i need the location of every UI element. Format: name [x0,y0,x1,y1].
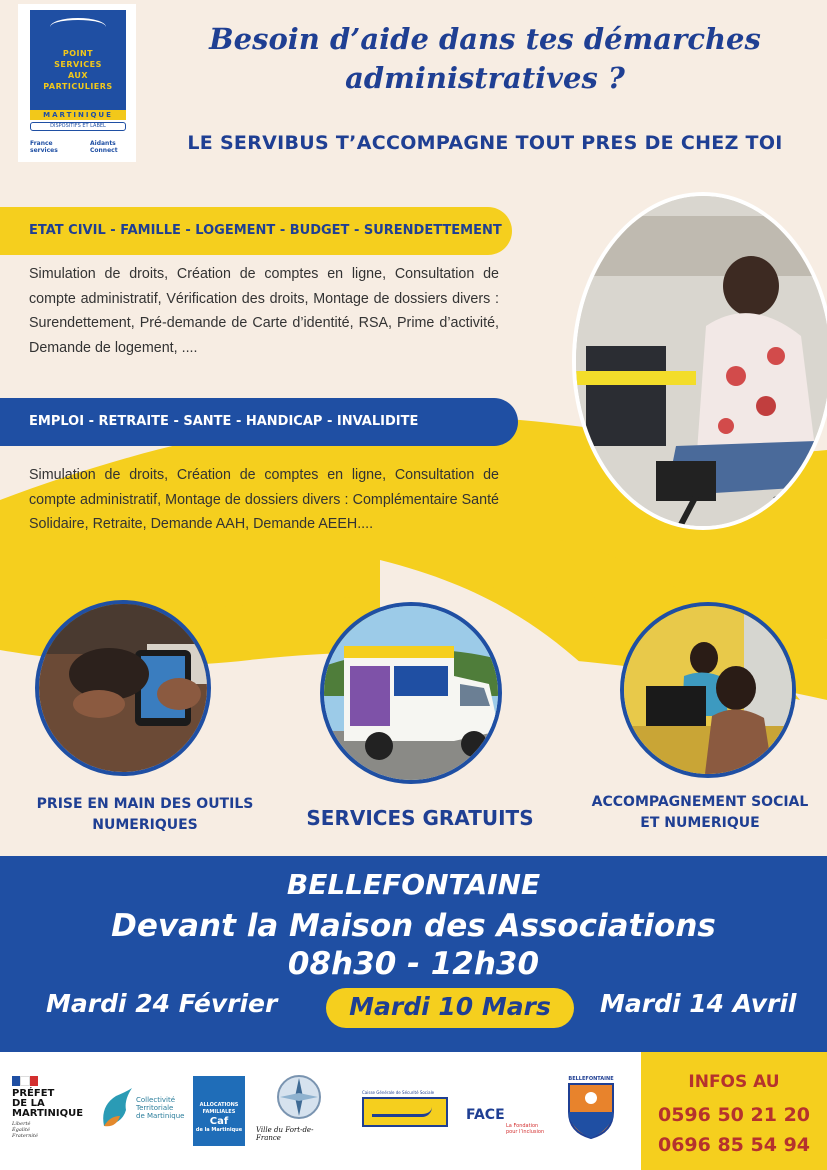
date-1: Mardi 24 Février [46,989,278,1018]
ctm-line: Collectivité [136,1096,176,1104]
coat-of-arms-icon [566,1082,616,1140]
location-hours: 08h30 - 12h30 [287,946,540,982]
location-place: Devant la Maison des Associations [111,908,716,944]
section1-label: ETAT CIVIL - FAMILLE - LOGEMENT - BUDGET - SURENDETTEMENT [0,207,512,255]
motto-line: Liberté [12,1121,31,1127]
logo-arc-icon [50,18,106,36]
psp-logo-box [30,10,126,110]
mini-logos [30,136,134,158]
infos-contact [641,1052,827,1170]
motto-line: Égalité [12,1127,30,1133]
flag-icon [12,1076,38,1086]
logo-line: SERVICES [54,60,102,69]
compass-icon [276,1074,322,1120]
logo-band: MARTINIQUE [30,110,126,120]
ctm-line: Territoriale [136,1104,174,1112]
caf-line: Caf [209,1116,229,1127]
point-services-particuliers-logo [18,4,136,162]
ctm-line: de Martinique [136,1112,185,1120]
ctm-logo [96,1082,186,1142]
photo-women-laptop [620,602,796,778]
partner-logos [0,1052,641,1170]
infos-title: INFOS AU [688,1072,780,1092]
prefet-line: PRÉFET [12,1088,55,1099]
logo-tag: DISPOSITIFS ET LABEL [30,122,126,131]
caf-line: de la Martinique [195,1127,243,1133]
ville-text: Ville du Fort-de-France [256,1126,314,1142]
section2-text: Simulation de droits, Création de comptes en ligne, Consultation de compte administratif, Montage de dossiers divers : Complémentaire Santé Solidaire, Retraite, Demande AAH, Demande AEEH.... [29,467,499,532]
fort-de-france-logo [256,1074,338,1154]
section2-label: EMPLOI - RETRAITE - SANTE - HANDICAP - INVALIDITE [0,398,518,446]
cgss-logo [362,1090,452,1134]
caption-outils-numeriques [20,794,270,836]
photo-servibus-van [320,602,502,784]
caption-line: PRISE EN MAIN DES OUTILS [36,796,254,812]
caption-line: NUMERIQUES [92,817,198,833]
cgss-text: Caisse Générale de Sécurité Sociale [362,1090,435,1095]
date-3: Mardi 14 Avril [600,989,797,1018]
photo-woman-at-desk [572,192,827,530]
caption-services-gratuits: SERVICES GRATUITS [306,806,534,830]
face-text: FACE [466,1107,505,1123]
face-sub-line: La Fondation [506,1123,539,1129]
france-services-logo: France services [30,140,58,154]
section1-text: Simulation de droits, Création de comptes en ligne, Consultation de compte administratif, Vérification des droits, Montage de dossiers divers : Surendettement, Pré-demande de Carte d’identité, RSA, Prime d’activité, Demande de logement, .... [29,266,499,356]
headline [150,20,820,98]
prefet-logo [12,1076,92,1139]
prefet-line: MARTINIQUE [12,1108,84,1119]
headline-line1: Besoin d’aide dans tes démarches [209,22,761,56]
phone-2[interactable]: 0696 85 54 94 [657,1134,811,1156]
subheadline: LE SERVIBUS T’ACCOMPAGNE TOUT PRES DE CHEZ TOI [187,132,783,154]
date-2-highlight: Mardi 10 Mars [326,988,574,1028]
cgss-graphic [362,1097,448,1127]
logo-line: POINT [62,49,94,58]
face-sub-line: pour l’inclusion [506,1129,545,1135]
headline-line2: administratives ? [345,61,625,95]
caption-line: ET NUMERIQUE [640,815,760,831]
bellefontaine-logo [566,1076,616,1142]
caf-line: FAMILIALES [202,1109,236,1115]
aidants-connect-logo: Aidants Connect [90,140,118,154]
logo-line: AUX [67,71,89,80]
prefet-line: DE LA [12,1098,45,1109]
face-logo [466,1104,556,1135]
caption-line: ACCOMPAGNEMENT SOCIAL [591,794,809,810]
location-town: BELLEFONTAINE [286,868,541,901]
caf-line: ALLOCATIONS [199,1102,239,1108]
photo-tablet-hands [35,600,211,776]
phone-1[interactable]: 0596 50 21 20 [657,1104,811,1126]
hummingbird-icon [96,1086,136,1136]
caf-logo [193,1076,245,1146]
bellefontaine-text: BELLEFONTAINE [568,1076,614,1082]
logo-line: PARTICULIERS [43,82,113,91]
motto-line: Fraternité [12,1133,38,1139]
caption-accompagnement [580,792,820,834]
